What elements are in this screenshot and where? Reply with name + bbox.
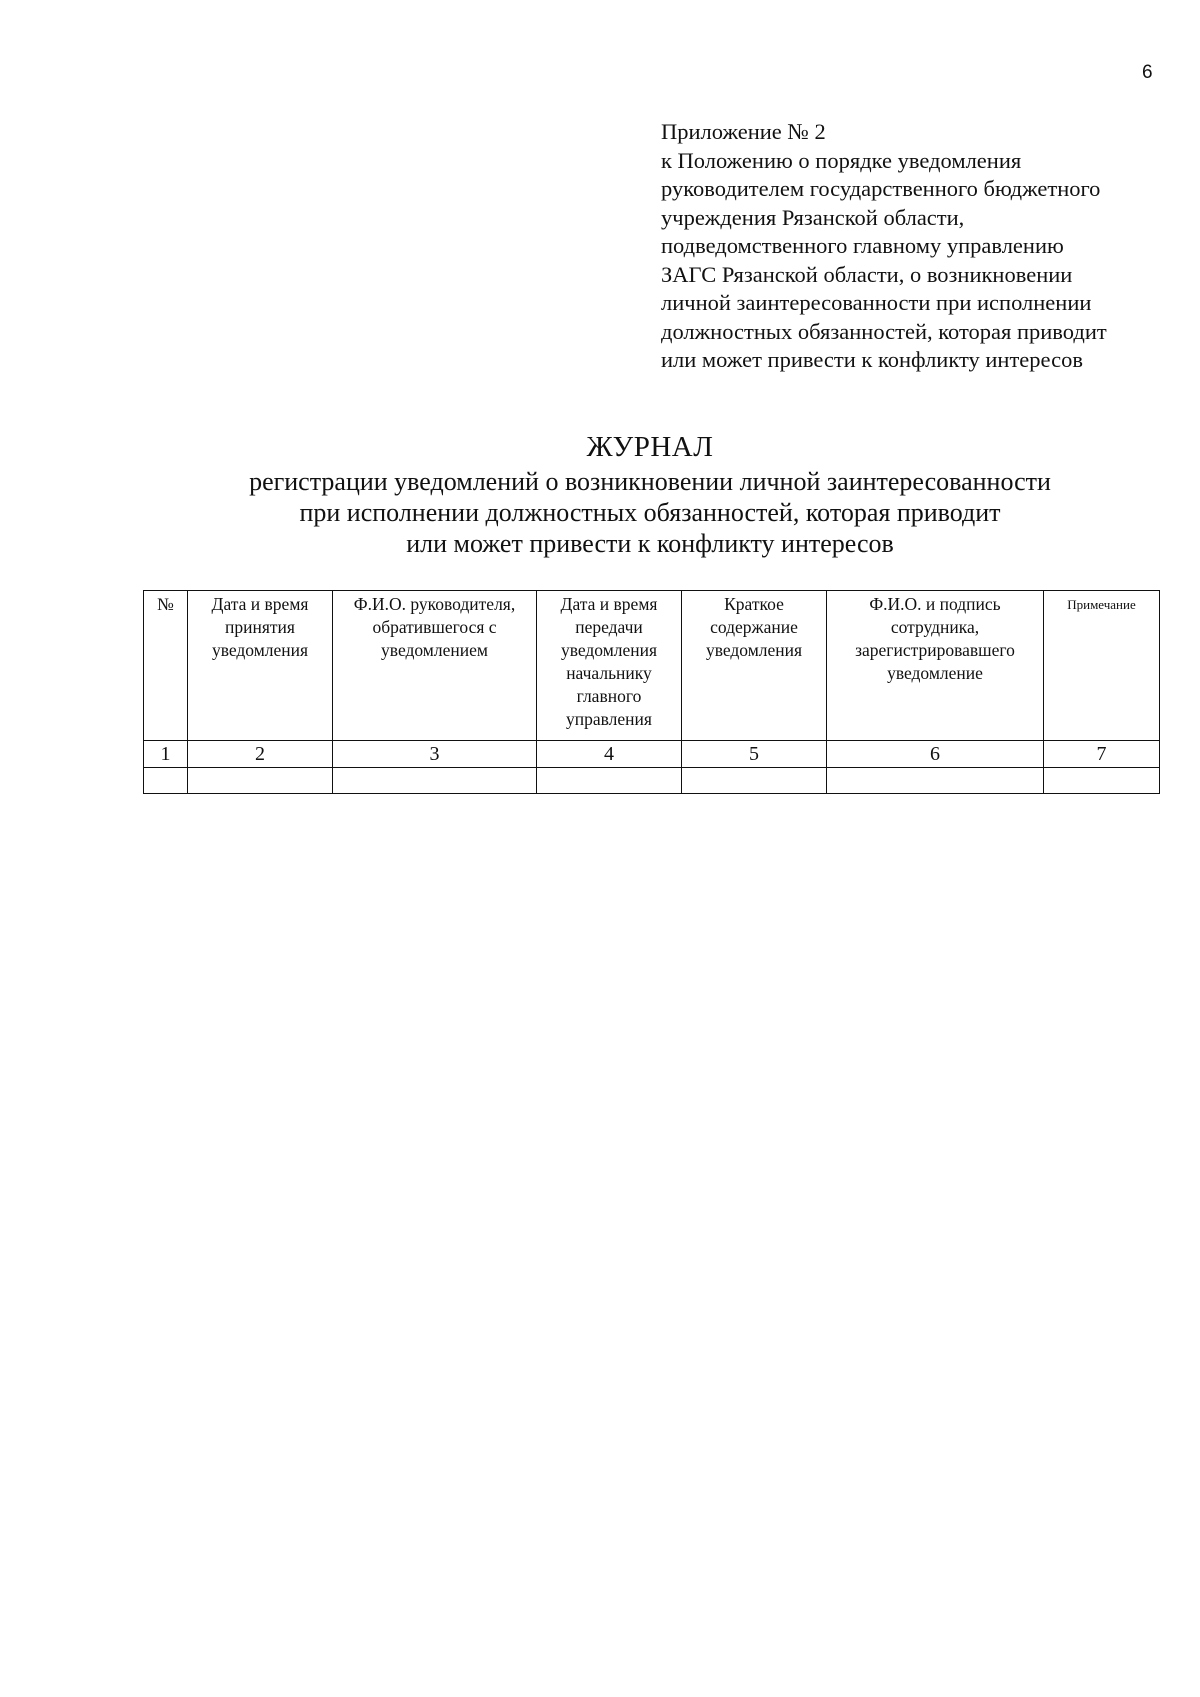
header-number: №	[144, 591, 188, 741]
table-cell	[144, 768, 188, 794]
appendix-reference	[661, 118, 1181, 375]
header-date-received: Дата и время принятия уведомления	[188, 591, 333, 741]
table-cell	[827, 768, 1044, 794]
appendix-line: ЗАГС Рязанской области, о возникновении	[661, 261, 1073, 287]
column-number: 7	[1044, 741, 1160, 768]
table-cell	[537, 768, 682, 794]
appendix-line: к Положению о порядке уведомления	[661, 147, 1022, 173]
table-cell	[188, 768, 333, 794]
appendix-line: учреждения Рязанской области,	[661, 204, 965, 230]
header-manager-name: Ф.И.О. руководителя, обратившегося с уведомлением	[333, 591, 537, 741]
column-number: 2	[188, 741, 333, 768]
appendix-line: подведомственного главному управлению	[661, 233, 1064, 258]
appendix-line: должностных обязанностей, которая приводит	[661, 318, 1107, 344]
table-cell	[1044, 768, 1160, 794]
appendix-line: личной заинтересованности при исполнении	[661, 290, 1092, 315]
table-row	[144, 768, 1160, 794]
journal-table	[143, 590, 1160, 794]
table-cell	[682, 768, 827, 794]
column-number: 5	[682, 741, 827, 768]
document-title: ЖУРНАЛ	[586, 431, 714, 463]
header-note: Примечание	[1044, 591, 1160, 741]
page-number: 6	[1142, 62, 1153, 83]
document-heading	[130, 428, 1170, 559]
appendix-line: Приложение № 2	[661, 119, 826, 144]
column-number: 1	[144, 741, 188, 768]
appendix-line: руководителем государственного бюджетного	[661, 176, 1101, 201]
column-number: 3	[333, 741, 537, 768]
subtitle-line: или может привести к конфликту интересов	[406, 529, 894, 558]
header-date-transferred: Дата и время передачи уведомления начальнику главного управления	[537, 591, 682, 741]
column-number: 4	[537, 741, 682, 768]
subtitle-line: регистрации уведомлений о возникновении личной заинтересованности	[249, 467, 1051, 496]
appendix-line: или может привести к конфликту интересов	[661, 347, 1083, 372]
document-subtitle	[130, 466, 1170, 559]
header-registrar: Ф.И.О. и подпись сотрудника, зарегистрировавшего уведомление	[827, 591, 1044, 741]
subtitle-line: при исполнении должностных обязанностей, которая приводит	[299, 498, 1001, 527]
table-header-row	[144, 591, 1160, 741]
column-number-row	[144, 741, 1160, 768]
header-summary: Краткое содержание уведомления	[682, 591, 827, 741]
table-cell	[333, 768, 537, 794]
column-number: 6	[827, 741, 1044, 768]
